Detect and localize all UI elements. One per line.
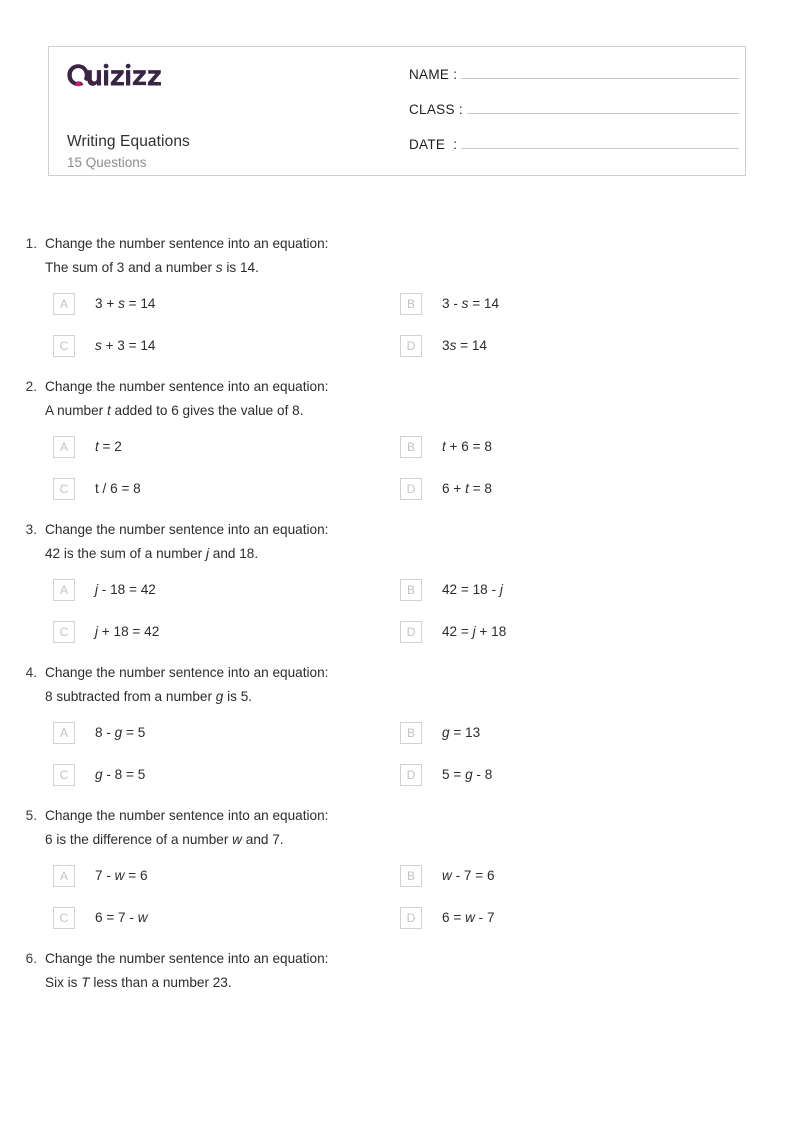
- option-letter-box[interactable]: A: [53, 865, 75, 887]
- answer-option-c[interactable]: [53, 478, 400, 500]
- option-letter-box[interactable]: A: [53, 293, 75, 315]
- question-prompt-part-2: is 14.: [222, 259, 259, 275]
- option-text: [442, 579, 503, 601]
- option-part-1: w: [465, 910, 475, 925]
- answer-option-d[interactable]: [400, 478, 747, 500]
- question-prompt-line-1: Change the number sentence into an equation:: [45, 379, 329, 394]
- option-part-2: = 14: [456, 338, 487, 353]
- option-part-1: s: [118, 296, 125, 311]
- option-part-0: 3: [442, 338, 450, 353]
- option-part-0: s: [95, 338, 102, 353]
- questions-list: [0, 232, 794, 1012]
- option-letter-box[interactable]: B: [400, 293, 422, 315]
- option-part-1: w: [114, 868, 125, 883]
- question-number: 1.: [25, 236, 37, 251]
- option-letter-box[interactable]: B: [400, 722, 422, 744]
- question-prompt-line-1: Change the number sentence into an equation:: [45, 808, 329, 823]
- option-part-1: w: [137, 910, 148, 925]
- option-part-2: = 6: [124, 868, 148, 883]
- option-part-0: 7 -: [95, 868, 115, 883]
- question-prompt-line-2: [45, 256, 794, 280]
- option-letter-box[interactable]: B: [400, 579, 422, 601]
- option-text: [442, 764, 492, 786]
- option-part-1: t: [465, 481, 469, 496]
- option-letter-box[interactable]: C: [53, 764, 75, 786]
- option-text: [442, 907, 495, 929]
- question-prompt-part-2: and 7.: [241, 831, 284, 847]
- question-prompt-part-0: Six is: [45, 974, 82, 990]
- answer-option-c[interactable]: [53, 621, 400, 643]
- answer-option-b[interactable]: [400, 865, 747, 887]
- option-letter-box[interactable]: B: [400, 865, 422, 887]
- option-text: [442, 865, 495, 887]
- option-text: [95, 865, 148, 887]
- answer-option-d[interactable]: [400, 764, 747, 786]
- worksheet-question-count: 15 Questions: [67, 155, 147, 170]
- question-prompt-part-1: w: [232, 831, 242, 847]
- option-part-0: j: [95, 582, 99, 597]
- option-part-0: g: [442, 725, 450, 740]
- option-text: [95, 621, 159, 643]
- option-text: [442, 335, 487, 357]
- option-text: [95, 907, 148, 929]
- worksheet-header-card: [48, 46, 746, 176]
- option-part-1: j: [499, 582, 503, 597]
- name-field-row: [409, 61, 739, 96]
- question-prompt-line-2: [45, 399, 794, 423]
- question-number: 6.: [25, 951, 37, 966]
- option-part-2: - 7: [474, 910, 495, 925]
- option-letter-box[interactable]: D: [400, 478, 422, 500]
- class-field-label: CLASS :: [409, 102, 463, 117]
- option-text: [95, 293, 155, 315]
- option-part-1: j: [472, 624, 476, 639]
- option-letter-box[interactable]: A: [53, 436, 75, 458]
- question-prompt-part-1: t: [106, 402, 111, 418]
- option-part-1: + 18 = 42: [98, 624, 160, 639]
- answer-option-d[interactable]: [400, 335, 747, 357]
- option-text: [442, 478, 492, 500]
- option-letter-box[interactable]: D: [400, 907, 422, 929]
- question-block: [0, 232, 794, 375]
- answer-options: [53, 293, 743, 357]
- option-part-1: - 18 = 42: [98, 582, 156, 597]
- question-prompt-part-2: and 18.: [208, 545, 259, 561]
- question-prompt-part-0: 8 subtracted from a number: [45, 688, 216, 704]
- answer-option-c[interactable]: [53, 764, 400, 786]
- option-part-0: 6 +: [442, 481, 466, 496]
- answer-option-c[interactable]: [53, 907, 400, 929]
- class-field-row: [409, 96, 739, 131]
- option-part-1: g: [114, 725, 123, 740]
- name-input[interactable]: [461, 61, 739, 79]
- worksheet-title: Writing Equations: [67, 133, 190, 150]
- option-part-1: s: [461, 296, 469, 311]
- question-prompt-line-2: [45, 542, 794, 566]
- option-letter-box[interactable]: C: [53, 907, 75, 929]
- option-text: [95, 436, 122, 458]
- class-input[interactable]: [467, 96, 739, 114]
- option-text: [95, 478, 141, 500]
- option-letter-box[interactable]: C: [53, 478, 75, 500]
- question-prompt-part-1: j: [205, 545, 209, 561]
- question-text: [45, 804, 794, 851]
- option-part-0: 8 -: [95, 725, 115, 740]
- question-prompt-part-2: is 5.: [223, 688, 253, 704]
- question-text: [45, 947, 794, 994]
- quizizz-logo-dot: [76, 81, 81, 86]
- question-prompt-part-1: T: [81, 974, 90, 990]
- answer-option-c[interactable]: [53, 335, 400, 357]
- answer-option-d[interactable]: [400, 907, 747, 929]
- question-prompt-part-0: A number: [45, 402, 107, 418]
- answer-options: [53, 436, 743, 500]
- option-part-1: s: [449, 338, 457, 353]
- question-prompt-part-2: less than a number 23.: [89, 974, 232, 990]
- option-part-2: = 5: [122, 725, 146, 740]
- question-prompt-part-0: 6 is the difference of a number: [45, 831, 233, 847]
- option-part-0: w: [442, 868, 452, 883]
- question-prompt-line-2: [45, 828, 794, 852]
- question-number: 5.: [25, 808, 37, 823]
- answer-option-b[interactable]: [400, 436, 747, 458]
- question-prompt-line-1: Change the number sentence into an equation:: [45, 522, 329, 537]
- answer-options: [53, 722, 743, 786]
- question-block: [0, 947, 794, 1012]
- answer-option-b[interactable]: [400, 293, 747, 315]
- option-part-0: 6 = 7 -: [95, 910, 138, 925]
- header-left-section: [58, 55, 408, 170]
- option-letter-box[interactable]: D: [400, 621, 422, 643]
- option-part-2: = 14: [468, 296, 500, 311]
- option-part-0: 42 =: [442, 624, 473, 639]
- question-prompt-line-1: Change the number sentence into an equation:: [45, 665, 329, 680]
- option-part-0: 3 -: [442, 296, 462, 311]
- option-part-2: + 18: [475, 624, 507, 639]
- answer-options: [53, 865, 743, 929]
- question-prompt-line-2: [45, 971, 794, 995]
- answer-option-a[interactable]: [53, 436, 400, 458]
- student-info-fields: [409, 61, 739, 166]
- answer-option-b[interactable]: [400, 722, 747, 744]
- option-letter-box[interactable]: C: [53, 621, 75, 643]
- option-text: [442, 293, 499, 315]
- option-part-0: t: [442, 439, 446, 454]
- question-number: 4.: [25, 665, 37, 680]
- question-header: [0, 804, 794, 851]
- question-header: [0, 232, 794, 279]
- question-prompt-line-1: Change the number sentence into an equation:: [45, 951, 329, 966]
- answer-option-d[interactable]: [400, 621, 747, 643]
- option-part-1: = 2: [98, 439, 122, 454]
- date-field-label: DATE :: [409, 137, 458, 152]
- option-part-1: g: [465, 767, 473, 782]
- option-letter-box[interactable]: A: [53, 722, 75, 744]
- question-header: [0, 518, 794, 565]
- option-part-1: + 6 = 8: [445, 439, 492, 454]
- question-prompt-part-2: added to 6 gives the value of 8.: [110, 402, 304, 418]
- question-block: [0, 518, 794, 661]
- option-part-1: + 3 = 14: [101, 338, 156, 353]
- answer-option-a[interactable]: [53, 865, 400, 887]
- option-letter-box[interactable]: C: [53, 335, 75, 357]
- option-part-2: - 8: [472, 767, 493, 782]
- question-prompt-part-0: The sum of 3 and a number: [45, 259, 216, 275]
- option-part-1: - 7 = 6: [451, 868, 495, 883]
- question-number: 2.: [25, 379, 37, 394]
- option-text: [442, 722, 480, 744]
- answer-option-b[interactable]: [400, 579, 747, 601]
- question-number: 3.: [25, 522, 37, 537]
- question-prompt-part-0: 42 is the sum of a number: [45, 545, 206, 561]
- option-part-1: = 13: [449, 725, 481, 740]
- question-block: [0, 375, 794, 518]
- question-header: [0, 661, 794, 708]
- option-part-0: t: [95, 439, 99, 454]
- answer-option-a[interactable]: [53, 722, 400, 744]
- question-prompt-line-1: Change the number sentence into an equation:: [45, 236, 329, 251]
- option-letter-box[interactable]: B: [400, 436, 422, 458]
- option-part-1: - 8 = 5: [102, 767, 146, 782]
- question-text: [45, 375, 794, 422]
- question-prompt-part-1: g: [215, 688, 224, 704]
- answer-option-a[interactable]: [53, 579, 400, 601]
- question-text: [45, 232, 794, 279]
- option-text: [442, 621, 506, 643]
- option-part-0: j: [95, 624, 99, 639]
- option-part-0: 5 =: [442, 767, 466, 782]
- option-text: [95, 335, 155, 357]
- question-text: [45, 661, 794, 708]
- option-text: [95, 722, 145, 744]
- option-part-0: 42 = 18 -: [442, 582, 500, 597]
- question-header: [0, 375, 794, 422]
- question-block: [0, 661, 794, 804]
- option-part-0: t / 6 = 8: [95, 481, 141, 496]
- date-field-row: [409, 131, 739, 166]
- option-part-2: = 8: [468, 481, 492, 496]
- option-part-0: 6 =: [442, 910, 466, 925]
- quizizz-logo: [66, 63, 180, 87]
- option-letter-box[interactable]: A: [53, 579, 75, 601]
- option-letter-box[interactable]: D: [400, 764, 422, 786]
- option-text: [95, 579, 156, 601]
- option-text: [95, 764, 145, 786]
- option-part-0: 3 +: [95, 296, 119, 311]
- option-text: [442, 436, 492, 458]
- question-header: [0, 947, 794, 994]
- date-input[interactable]: [461, 131, 739, 149]
- question-prompt-line-2: [45, 685, 794, 709]
- question-prompt-part-1: s: [215, 259, 223, 275]
- answer-option-a[interactable]: [53, 293, 400, 315]
- option-letter-box[interactable]: D: [400, 335, 422, 357]
- name-field-label: NAME :: [409, 67, 458, 82]
- answer-options: [53, 579, 743, 643]
- question-block: [0, 804, 794, 947]
- question-text: [45, 518, 794, 565]
- option-part-2: = 14: [124, 296, 156, 311]
- option-part-0: g: [95, 767, 103, 782]
